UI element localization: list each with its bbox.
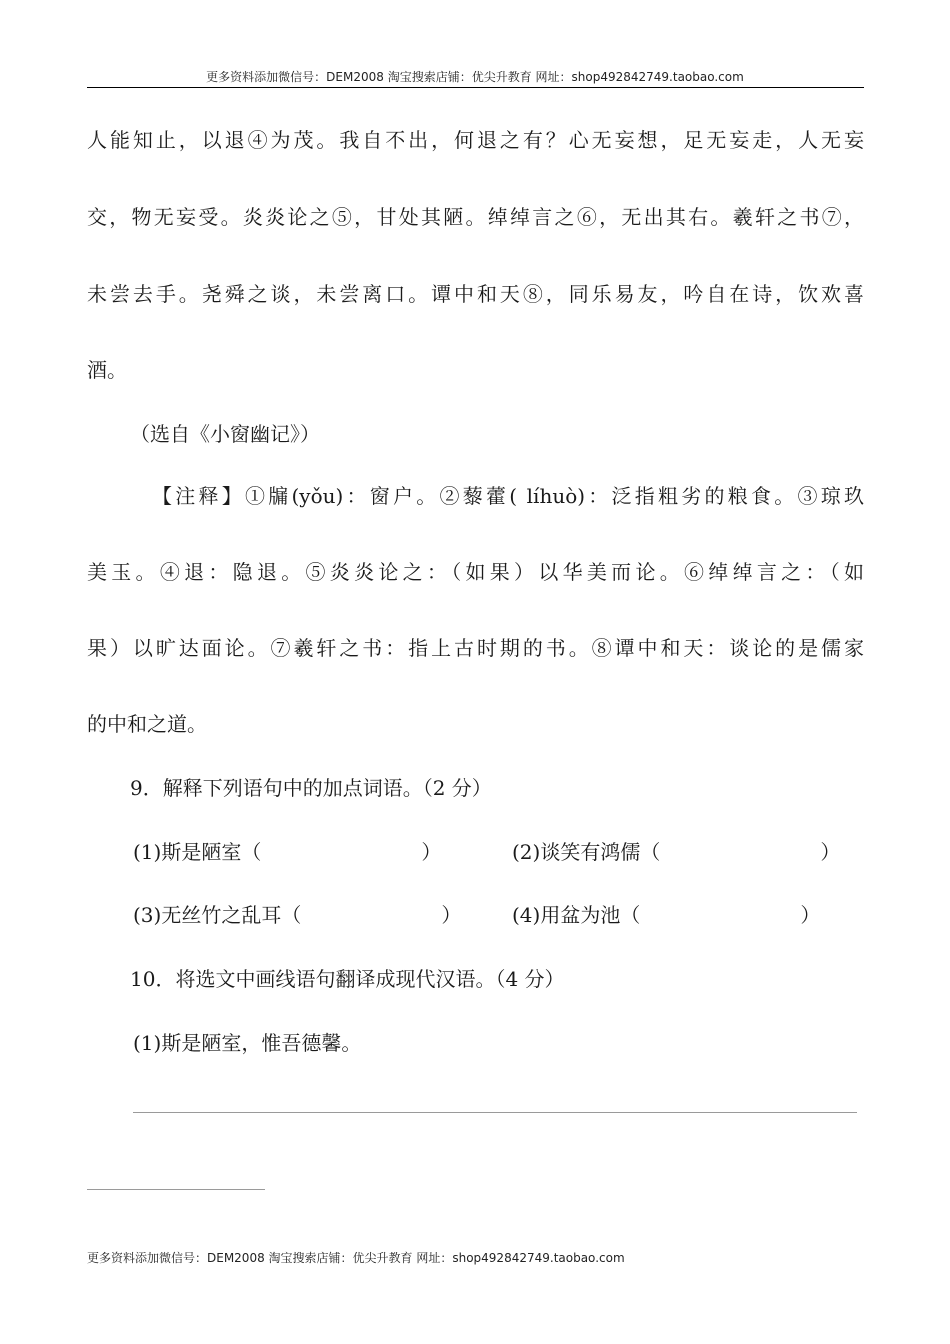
question-9-item-3: (3)无丝竹之乱耳（ ） — [133, 903, 462, 927]
footer-text: 更多资料添加微信号：DEM2008 淘宝搜索店铺：优尖升教育 网址：shop492842749.taobao.com — [87, 1251, 625, 1265]
note-line-2: 美玉。④退：隐退。⑤炎炎论之：（如果）以华美而论。⑥绰绰言之：（如 — [87, 560, 864, 584]
question-9-item-2: (2)谈笑有鸿儒（ ） — [512, 840, 841, 864]
note-line-3: 果）以旷达面论。⑦羲轩之书：指上古时期的书。⑧谭中和天：谈论的是儒家 — [87, 636, 864, 660]
header-divider — [87, 87, 864, 88]
question-10-item-1: (1)斯是陋室，惟吾德馨。 — [133, 1031, 362, 1055]
note-line-1: 【注释】①牖(yǒu)：窗户。②藜藿( líhuò)：泛指粗劣的粮食。③琼玖 — [152, 484, 864, 508]
question-9-title: 9．解释下列语句中的加点词语。（2 分） — [130, 776, 492, 800]
passage-source: （选自《小窗幽记》） — [130, 422, 320, 446]
question-9-item-4: (4)用盆为池（ ） — [512, 903, 821, 927]
footnote-separator — [87, 1189, 265, 1190]
note-line-4: 的中和之道。 — [87, 712, 207, 736]
passage-line-3: 未尝去手。尧舜之谈，未尝离口。谭中和天⑧，同乐易友，吟自在诗，饮欢喜 — [87, 282, 864, 306]
question-10-title: 10．将选文中画线语句翻译成现代汉语。（4 分） — [130, 967, 565, 991]
header-text: 更多资料添加微信号：DEM2008 淘宝搜索店铺：优尖升教育 网址：shop492842749.taobao.com — [206, 70, 744, 84]
passage-line-4: 酒。 — [87, 358, 127, 382]
answer-line[interactable] — [133, 1112, 857, 1113]
question-9-item-1: (1)斯是陋室（ ） — [133, 840, 442, 864]
passage-line-1: 人能知止，以退④为茂。我自不出，何退之有？心无妄想，足无妄走，人无妄 — [87, 128, 864, 152]
passage-line-2: 交，物无妄受。炎炎论之⑤，甘处其陋。绰绰言之⑥，无出其右。羲轩之书⑦， — [87, 205, 864, 229]
